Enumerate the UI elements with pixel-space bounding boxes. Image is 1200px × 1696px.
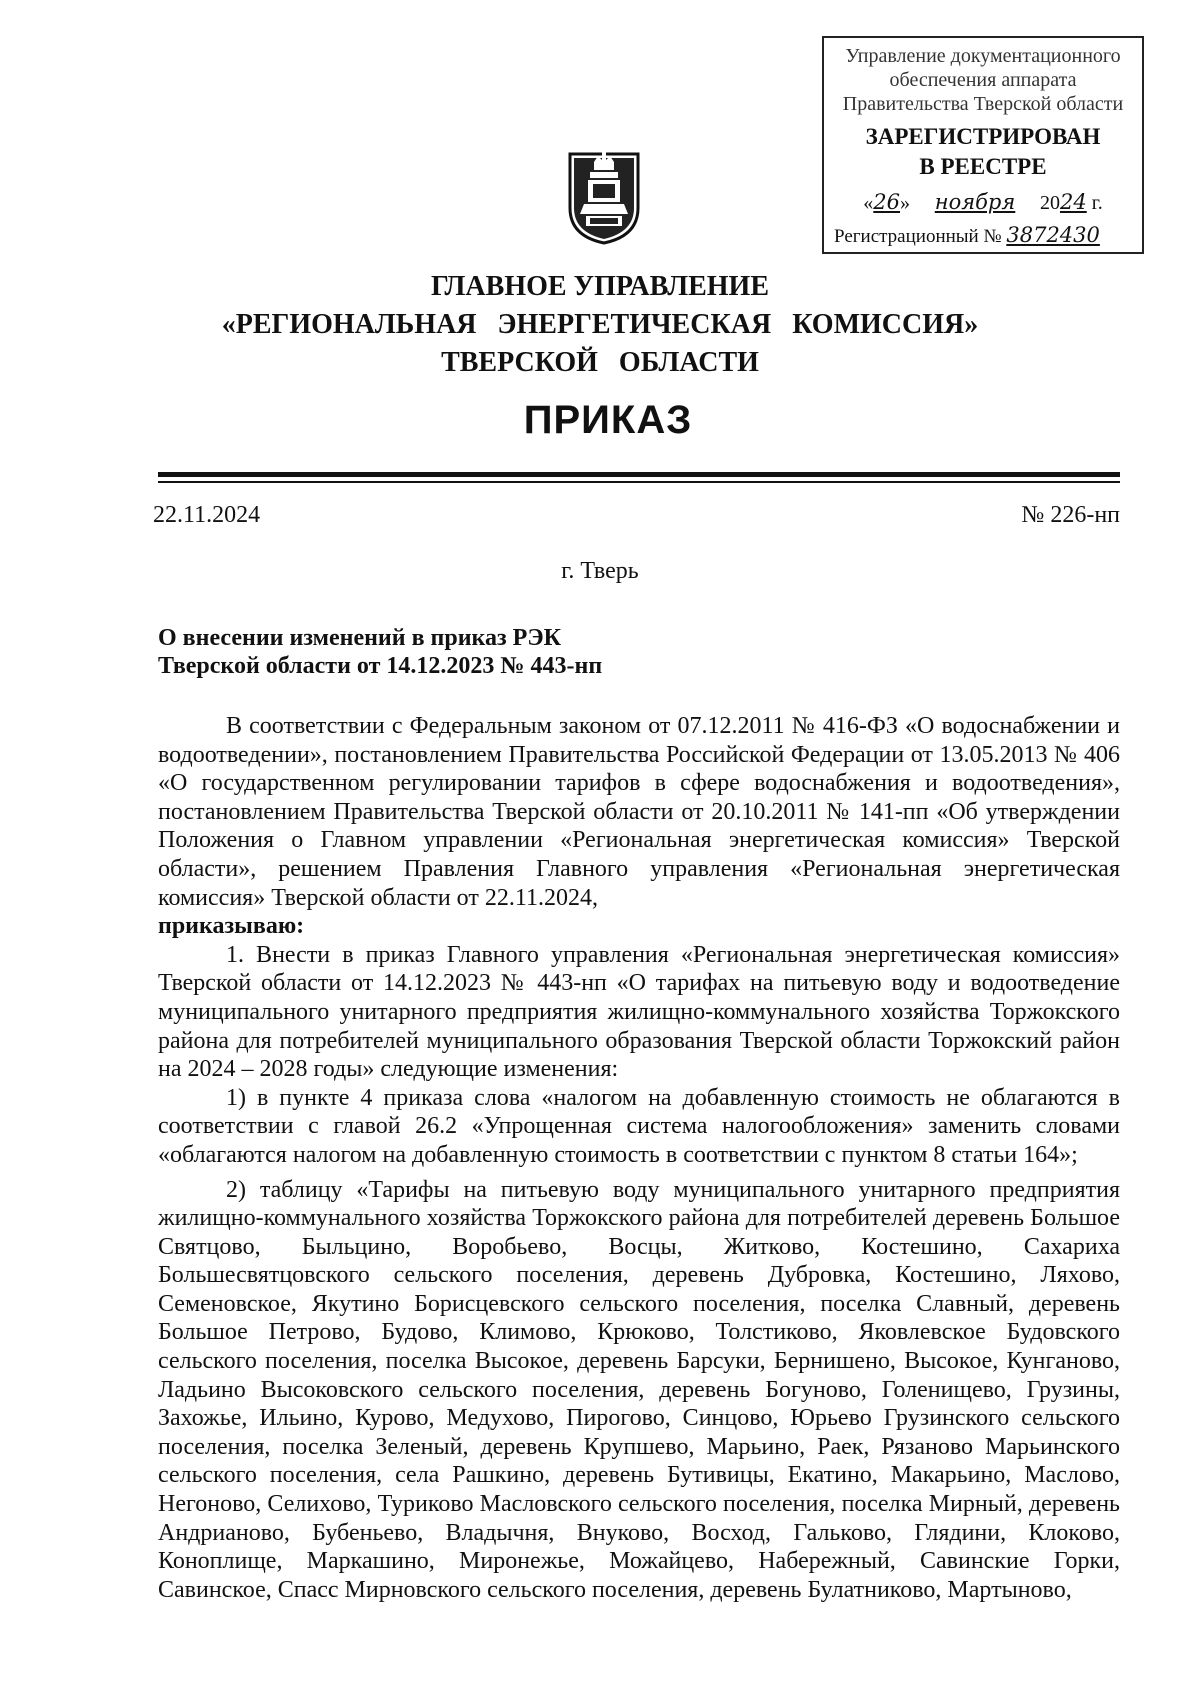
document-city: г. Тверь: [561, 558, 639, 584]
stamp-dept-line2: обеспечения аппарата: [889, 69, 1077, 91]
header-divider-thin: [158, 481, 1120, 483]
stamp-reg-label: Регистрационный №: [834, 226, 1002, 247]
org-line-3: ТВЕРСКОЙ ОБЛАСТИ: [441, 347, 759, 378]
stamp-reg-number: 3872430: [1006, 223, 1100, 247]
stamp-date-close: »: [900, 192, 911, 214]
stamp-status-line1: ЗАРЕГИСТРИРОВАН: [865, 124, 1101, 149]
item-1-1-paragraph: 1) в пункте 4 приказа слова «налогом на добавленную стоимость не облагаются в соответствии с главой 26.2 «Упрощенная система налогообложения» заменить словами «облагаются налогом на добавленную стоимость в соответствии с пунктом 8 статьи 164»;: [158, 1084, 1120, 1168]
stamp-date-day: 26: [873, 190, 901, 214]
stamp-date-year-suffix: 24: [1060, 190, 1087, 214]
coat-of-arms-icon: [566, 150, 642, 246]
stamp-registration: [824, 223, 1142, 248]
preamble-paragraph: В соответствии с Федеральным законом от 07.12.2011 № 416-ФЗ «О водоснабжении и водоотведении», постановлением Правительства Российской Федерации от 13.05.2013 № 406 «О государственном регулировании тарифов в сфере водоснабжения и водоотведения», постановлением Правительства Тверской области от 20.10.2011 № 141-пп «Об утверждении Положения о Главном управлении «Региональная энергетическая комиссия» Тверской области», решением Правления Главного управления «Региональная энергетическая комиссия» Тверской области от 22.11.2024,: [158, 713, 1120, 911]
document-subject: [158, 624, 602, 680]
stamp-date-year-prefix: 20: [1040, 192, 1061, 214]
org-line-2: «РЕГИОНАЛЬНАЯ ЭНЕРГЕТИЧЕСКАЯ КОМИССИЯ»: [221, 309, 979, 340]
stamp-dept-line3: Правительства Тверской области: [842, 93, 1124, 115]
header-divider-thick: [158, 472, 1120, 477]
stamp-status-line2: В РЕЕСТРЕ: [919, 154, 1047, 179]
document-number: № 226-нп: [1021, 502, 1120, 528]
order-word: приказываю:: [158, 913, 305, 940]
document-body: [158, 712, 1120, 1604]
item-1-2-paragraph: 2) таблицу «Тарифы на питьевую воду муниципального унитарного предприятия жилищно-коммунального хозяйства Торжокского района для потребителей деревень Большое Святцово, Быльцино, Воробьево, Восцы, Житково, Костешино, Сахариха Большесвятцовского сельского поселения, деревень Дубровка, Костешино, Ляхово, Семеновское, Якутино Борисцевского сельского поселения, поселка Славный, деревень Большое Петрово, Будово, Климово, Крюково, Толстиково, Яковлевское Будовского сельского поселения, поселка Высокое, деревень Барсуки, Бернишено, Высокое, Кунганово, Ладьино Высоковского сельского поселения, деревень Богуново, Голенищево, Грузины, Захожье, Ильино, Курово, Медухово, Пирогово, Синцово, Юрьево Грузинского сельского поселения, поселка Зеленый, деревень Крупшево, Марьино, Раек, Рязаново Марьинского сельского поселения, села Рашкино, деревень Бутивицы, Екатино, Макарьино, Маслово, Негоново, Селихово, Туриково Масловского сельского поселения, поселка Мирный, деревень Андрианово, Бубеньево, Владычня, Внуково, Восход, Гальково, Глядини, Клоково, Коноплище, Маркашино, Миронежье, Можайцево, Набережный, Савинские Горки, Савинское, Спасс Мирновского сельского поселения, деревень Булатниково, Мартыново,: [158, 1176, 1120, 1603]
subject-line-2: Тверской области от 14.12.2023 № 443-нп: [158, 653, 603, 679]
stamp-date-open: «: [863, 192, 874, 214]
document-title: ПРИКАЗ: [523, 398, 693, 442]
registration-stamp: [822, 36, 1144, 254]
stamp-date-year-end: г.: [1091, 192, 1103, 214]
stamp-date-month: ноября: [934, 190, 1016, 214]
document-date: 22.11.2024: [153, 502, 261, 528]
stamp-date: [824, 190, 1142, 215]
item-1-paragraph: 1. Внести в приказ Главного управления «Региональная энергетическая комиссия» Тверской области от 14.12.2023 № 443-нп «О тарифах на питьевую воду и водоотведение муниципального унитарного предприятия жилищно-коммунального хозяйства Торжокского района для потребителей муниципального образования Тверской области Торжокский район на 2024 – 2028 годы» следующие изменения:: [158, 941, 1120, 1083]
organization-name: [0, 268, 1200, 382]
stamp-dept-line1: Управление документационного: [845, 45, 1121, 67]
org-line-1: ГЛАВНОЕ УПРАВЛЕНИЕ: [430, 271, 770, 302]
subject-line-1: О внесении изменений в приказ РЭК: [158, 625, 561, 651]
